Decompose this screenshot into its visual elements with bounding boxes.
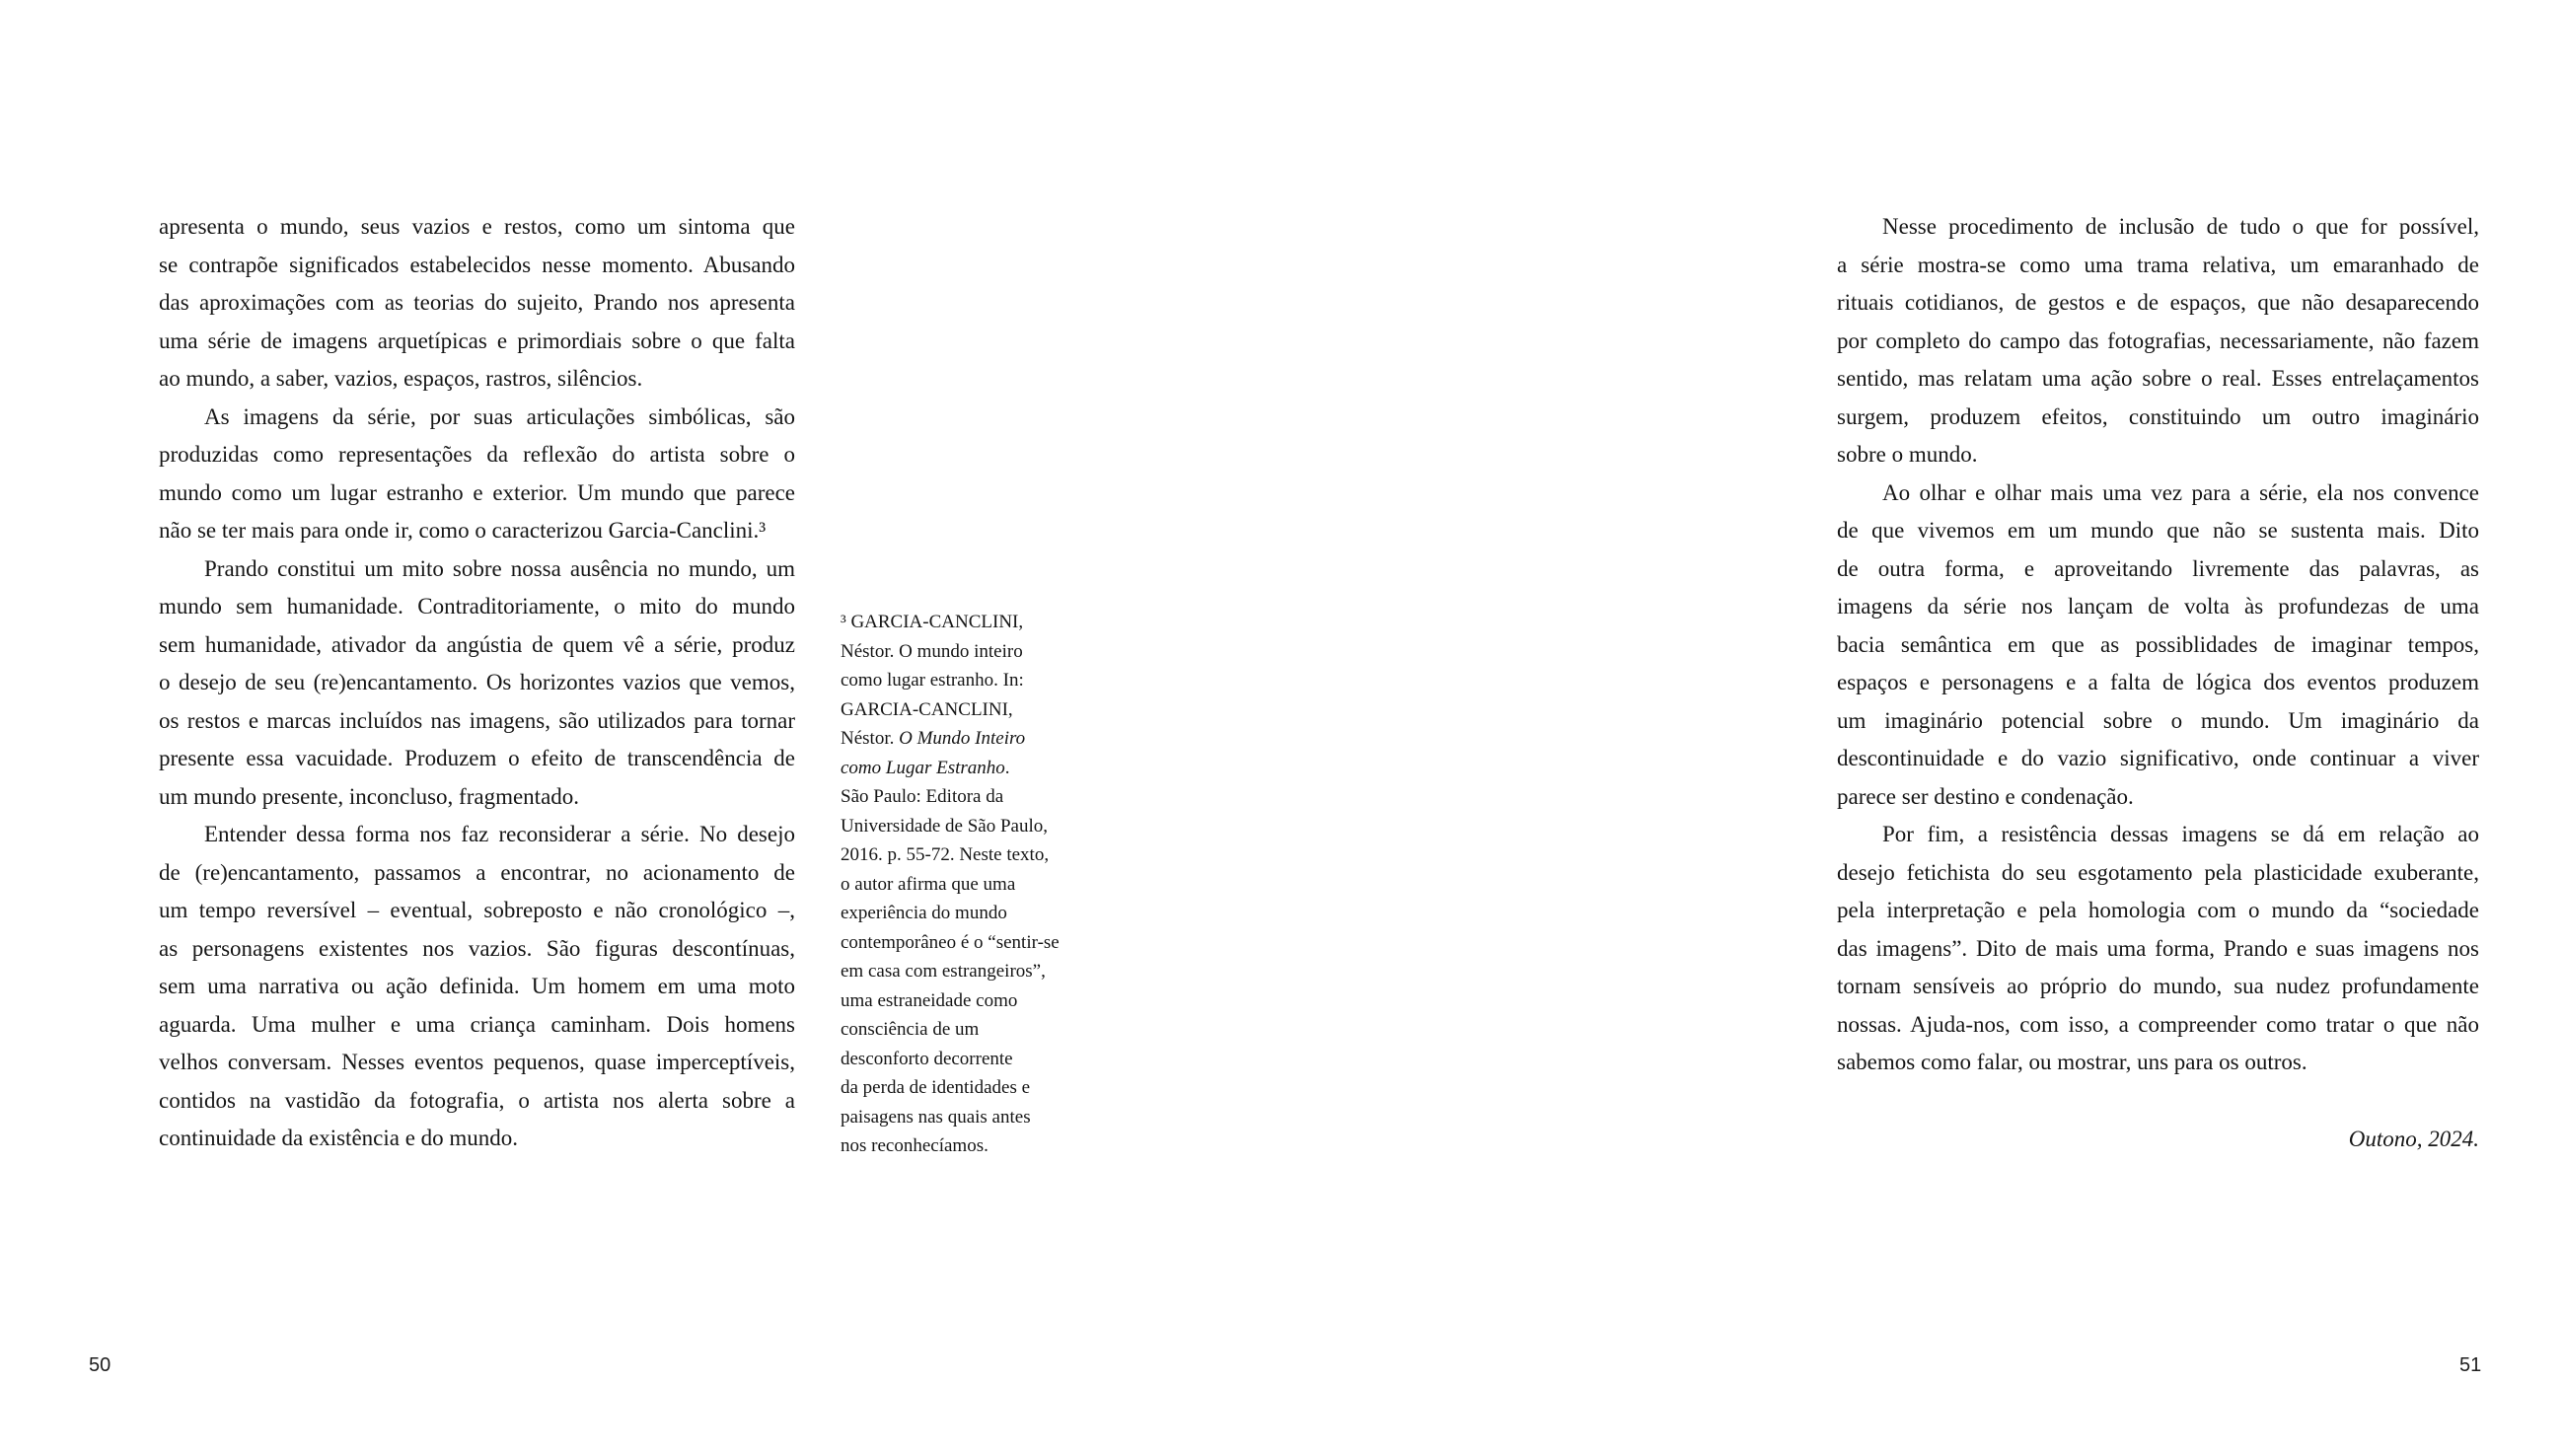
text-line: os restos e marcas incluídos nas imagens, são utilizados para tornar [159, 707, 795, 733]
text-line: mundo como um lugar estranho e exterior. Um mundo que parece [159, 479, 795, 505]
footnote-line: em casa com estrangeiros”, [841, 961, 1046, 982]
text-line: contidos na vastidão da fotografia, o artista nos alerta sobre a [159, 1087, 795, 1113]
page-number-right: 51 [2459, 1354, 2482, 1376]
text-line: parece ser destino e condenação. [1837, 783, 2134, 809]
text-line: mundo sem humanidade. Contraditoriamente, o mito do mundo [159, 594, 795, 619]
text-line: um imaginário potencial sobre o mundo. Um imaginário da [1837, 707, 2479, 733]
text-line: de que vivemos em um mundo que não se sustenta mais. Dito [1837, 518, 2479, 543]
left-page-body-text [159, 208, 795, 1158]
text-line: não se ter mais para onde ir, como o caracterizou Garcia-Canclini.³ [159, 518, 767, 543]
text-line: ao mundo, a saber, vazios, espaços, rastros, silêncios. [159, 366, 643, 391]
text-line: das aproximações com as teorias do sujeito, Prando nos apresenta [159, 290, 795, 315]
text-line: um tempo reversível – eventual, sobreposto e não cronológico –, [159, 898, 795, 922]
text-line: sobre o mundo. [1837, 442, 1978, 467]
footnote-line: paisagens nas quais antes [841, 1106, 1031, 1128]
footnote-line: uma estraneidade como [841, 989, 1018, 1011]
footnote-line: como Lugar Estranho. [841, 757, 1010, 778]
text-line: velhos conversam. Nesses eventos pequenos, quase imperceptíveis, [159, 1050, 795, 1074]
footnote-line: Néstor. O mundo inteiro [841, 640, 1023, 662]
footnote-line: experiência do mundo [841, 903, 1007, 923]
text-line: por completo do campo das fotografias, necessariamente, não fazem [1837, 328, 2479, 353]
text-line: imagens da série nos lançam de volta às profundezas de uma [1837, 594, 2479, 619]
text-line: das imagens”. Dito de mais uma forma, Prando e suas imagens nos [1837, 935, 2479, 961]
text-line: espaços e personagens e a falta de lógica dos eventos produzem [1837, 670, 2479, 694]
text-line: tornam sensíveis ao próprio do mundo, sua nudez profundamente [1837, 974, 2479, 998]
footnote-line: desconforto decorrente [841, 1048, 1013, 1069]
footnote-line: ³ GARCIA-CANCLINI, [841, 612, 1024, 632]
footnote-line: contemporâneo é o “sentir-se [841, 931, 1060, 953]
page-number-left: 50 [89, 1354, 111, 1376]
text-line: Ao olhar e olhar mais uma vez para a série, ela nos convence [1882, 479, 2479, 505]
footnote-line: Universidade de São Paulo, [841, 815, 1049, 837]
text-line: Nesse procedimento de inclusão de tudo o que for possível, [1882, 214, 2479, 239]
text-line: uma série de imagens arquetípicas e primordiais sobre o que falta [159, 328, 795, 353]
signature-date: Outono, 2024. [2348, 1127, 2479, 1151]
text-line: surgem, produzem efeitos, constituindo um outro imaginário [1837, 403, 2479, 429]
footnote-line: o autor afirma que uma [841, 873, 1016, 895]
text-line: Entender dessa forma nos faz reconsiderar a série. No desejo [204, 822, 795, 846]
text-line: bacia semântica em que as possiblidades de imaginar tempos, [1837, 631, 2479, 657]
footnote-line: GARCIA-CANCLINI, [841, 698, 1013, 720]
footnote-line: Néstor. O Mundo Inteiro [841, 728, 1026, 749]
text-line: o desejo de seu (re)encantamento. Os horizontes vazios que vemos, [159, 670, 795, 694]
text-line: desejo fetichista do seu esgotamento pela plasticidade exuberante, [1837, 859, 2479, 885]
text-line: as personagens existentes nos vazios. São figuras descontínuas, [159, 935, 795, 961]
text-line: sem humanidade, ativador da angústia de quem vê a série, produz [159, 631, 795, 657]
text-line: continuidade da existência e do mundo. [159, 1126, 519, 1150]
text-line: um mundo presente, inconcluso, fragmentado. [159, 783, 580, 809]
right-page-body-text [1837, 208, 2479, 1082]
text-line: nossas. Ajuda-nos, com isso, a compreender como tratar o que não [1837, 1011, 2479, 1037]
text-line: descontinuidade e do vazio significativo, onde continuar a viver [1837, 746, 2479, 770]
text-line: apresenta o mundo, seus vazios e restos, como um sintoma que [159, 214, 795, 239]
text-line: de outra forma, e aproveitando livremente das palavras, as [1837, 555, 2479, 581]
text-line: sem uma narrativa ou ação definida. Um homem em uma moto [159, 974, 795, 998]
text-line: presente essa vacuidade. Produzem o efeito de transcendência de [159, 746, 795, 770]
text-line: pela interpretação e pela homologia com o mundo da “sociedade [1837, 898, 2479, 922]
text-line: aguarda. Uma mulher e uma criança caminham. Dois homens [159, 1011, 795, 1037]
text-line: se contrapõe significados estabelecidos nesse momento. Abusando [159, 252, 795, 277]
text-line: As imagens da série, por suas articulações simbólicas, são [204, 403, 795, 429]
footnote-line: 2016. p. 55-72. Neste texto, [841, 844, 1050, 865]
footnote-line: consciência de um [841, 1019, 980, 1040]
text-line: a série mostra-se como uma trama relativa, um emaranhado de [1837, 252, 2479, 277]
footnote-line: como lugar estranho. In: [841, 670, 1024, 691]
footnote-line: da perda de identidades e [841, 1077, 1031, 1098]
footnote-line: São Paulo: Editora da [841, 786, 1004, 807]
footnote-line: nos reconhecíamos. [841, 1135, 989, 1156]
text-line: de (re)encantamento, passamos a encontrar, no acionamento de [159, 859, 795, 885]
text-line: Prando constitui um mito sobre nossa ausência no mundo, um [204, 555, 795, 581]
text-line: produzidas como representações da reflexão do artista sobre o [159, 442, 795, 467]
text-line: sentido, mas relatam uma ação sobre o real. Esses entrelaçamentos [1837, 366, 2479, 391]
text-line: sabemos como falar, ou mostrar, uns para os outros. [1837, 1050, 2307, 1074]
footnote-column [841, 608, 1146, 1161]
text-line: rituais cotidianos, de gestos e de espaços, que não desaparecendo [1837, 290, 2479, 315]
text-line: Por fim, a resistência dessas imagens se dá em relação ao [1882, 822, 2479, 846]
